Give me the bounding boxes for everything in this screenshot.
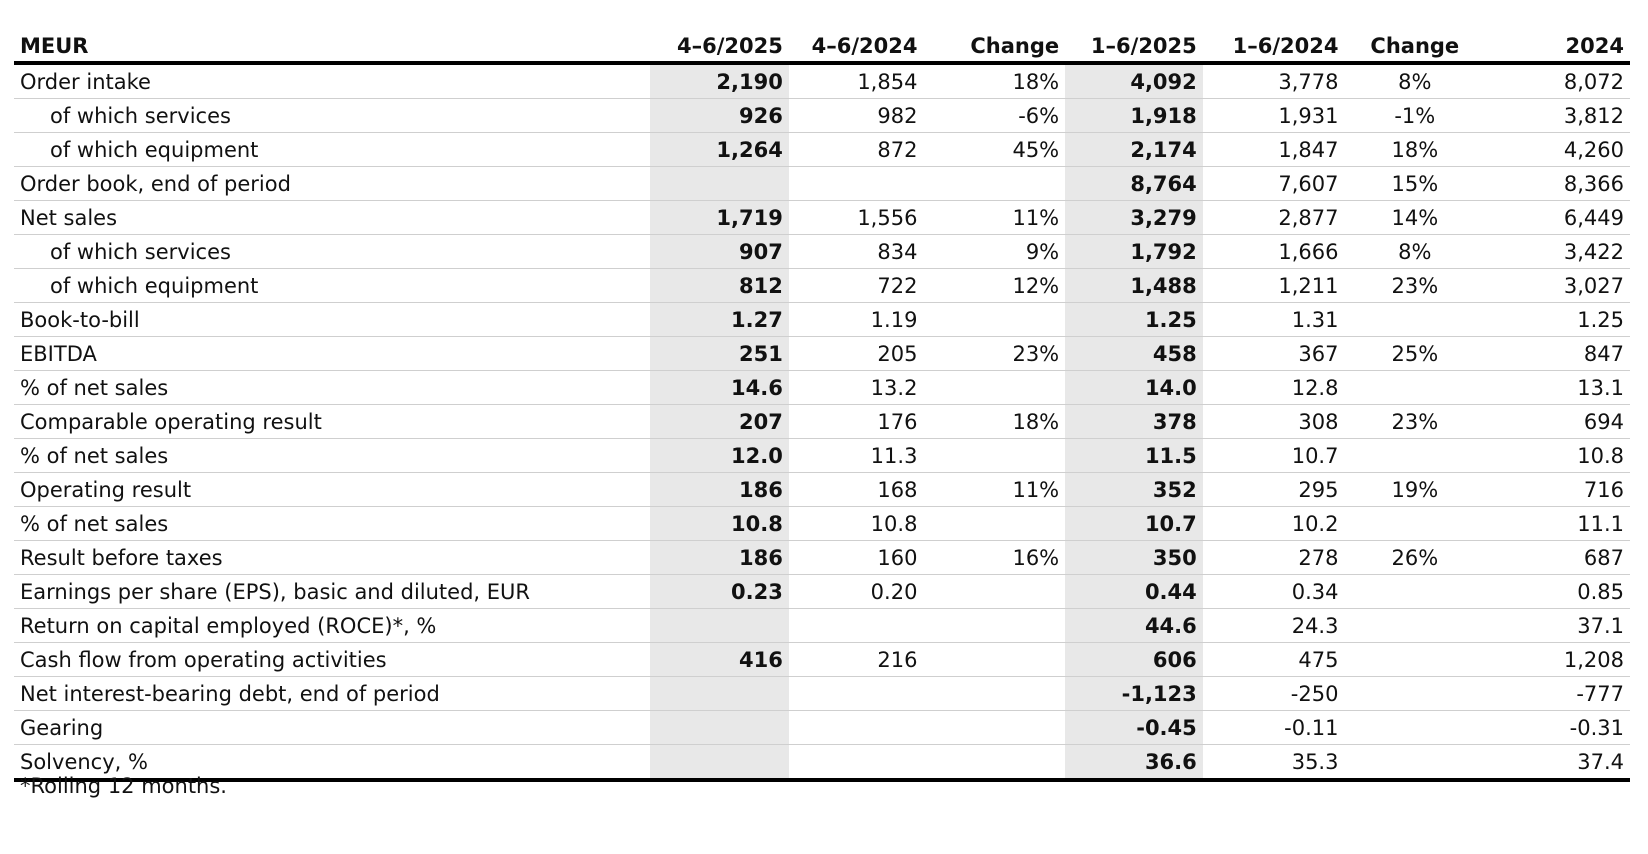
cell-label: Gearing xyxy=(14,711,650,745)
cell-h1-2024: 295 xyxy=(1203,473,1345,507)
cell-label: Order book, end of period xyxy=(14,167,650,201)
cell-q2-2025: 207 xyxy=(650,405,789,439)
cell-change-halfyear: 14% xyxy=(1344,201,1485,235)
header-change-quarter: Change xyxy=(923,26,1065,63)
cell-q2-2024: 10.8 xyxy=(789,507,924,541)
key-figures-table xyxy=(14,26,1630,782)
cell-q2-2024: 872 xyxy=(789,133,924,167)
cell-change-halfyear: 25% xyxy=(1344,337,1485,371)
cell-change-halfyear xyxy=(1344,439,1485,473)
cell-h1-2024: 1,666 xyxy=(1203,235,1345,269)
cell-q2-2024 xyxy=(789,745,924,781)
table-row xyxy=(14,507,1630,541)
cell-h1-2025: -0.45 xyxy=(1065,711,1203,745)
cell-label: Net interest-bearing debt, end of period xyxy=(14,677,650,711)
cell-change-quarter xyxy=(923,303,1065,337)
cell-full-2024: 8,072 xyxy=(1485,63,1630,99)
cell-h1-2025: 14.0 xyxy=(1065,371,1203,405)
cell-q2-2025 xyxy=(650,711,789,745)
cell-q2-2025: 12.0 xyxy=(650,439,789,473)
cell-h1-2025: -1,123 xyxy=(1065,677,1203,711)
table-row xyxy=(14,235,1630,269)
cell-change-quarter xyxy=(923,371,1065,405)
cell-q2-2025: 251 xyxy=(650,337,789,371)
cell-full-2024: -777 xyxy=(1485,677,1630,711)
cell-q2-2025: 416 xyxy=(650,643,789,677)
cell-change-quarter: -6% xyxy=(923,99,1065,133)
cell-q2-2024: 982 xyxy=(789,99,924,133)
cell-h1-2025: 44.6 xyxy=(1065,609,1203,643)
cell-change-halfyear: 8% xyxy=(1344,63,1485,99)
cell-change-quarter: 16% xyxy=(923,541,1065,575)
cell-h1-2024: -250 xyxy=(1203,677,1345,711)
header-change-halfyear: Change xyxy=(1344,26,1485,63)
cell-label: of which services xyxy=(14,99,650,133)
cell-change-halfyear xyxy=(1344,643,1485,677)
cell-h1-2025: 1,488 xyxy=(1065,269,1203,303)
cell-change-quarter xyxy=(923,711,1065,745)
cell-full-2024: 0.85 xyxy=(1485,575,1630,609)
cell-full-2024: 1,208 xyxy=(1485,643,1630,677)
cell-change-quarter xyxy=(923,507,1065,541)
cell-q2-2024: 13.2 xyxy=(789,371,924,405)
cell-q2-2025 xyxy=(650,745,789,781)
cell-label: Return on capital employed (ROCE)*, % xyxy=(14,609,650,643)
table-row xyxy=(14,405,1630,439)
cell-change-halfyear xyxy=(1344,371,1485,405)
cell-h1-2024: 1.31 xyxy=(1203,303,1345,337)
cell-q2-2025: 1,264 xyxy=(650,133,789,167)
cell-h1-2025: 8,764 xyxy=(1065,167,1203,201)
cell-h1-2025: 36.6 xyxy=(1065,745,1203,781)
cell-h1-2025: 352 xyxy=(1065,473,1203,507)
cell-h1-2024: 35.3 xyxy=(1203,745,1345,781)
cell-h1-2024: 1,931 xyxy=(1203,99,1345,133)
cell-change-halfyear xyxy=(1344,303,1485,337)
cell-full-2024: 694 xyxy=(1485,405,1630,439)
cell-change-quarter: 18% xyxy=(923,63,1065,99)
cell-q2-2024 xyxy=(789,609,924,643)
cell-h1-2025: 11.5 xyxy=(1065,439,1203,473)
cell-h1-2025: 458 xyxy=(1065,337,1203,371)
table-header xyxy=(14,26,1630,63)
cell-change-quarter xyxy=(923,677,1065,711)
cell-q2-2024 xyxy=(789,677,924,711)
cell-q2-2024: 11.3 xyxy=(789,439,924,473)
footnote: *Rolling 12 months. xyxy=(20,774,227,798)
cell-h1-2025: 606 xyxy=(1065,643,1203,677)
cell-h1-2024: 308 xyxy=(1203,405,1345,439)
cell-change-quarter: 18% xyxy=(923,405,1065,439)
cell-h1-2025: 10.7 xyxy=(1065,507,1203,541)
table-row xyxy=(14,201,1630,235)
cell-h1-2025: 2,174 xyxy=(1065,133,1203,167)
cell-change-halfyear xyxy=(1344,677,1485,711)
cell-change-halfyear: 18% xyxy=(1344,133,1485,167)
cell-label: Cash flow from operating activities xyxy=(14,643,650,677)
table-body xyxy=(14,63,1630,780)
table-row xyxy=(14,337,1630,371)
table-row xyxy=(14,473,1630,507)
cell-change-halfyear: 23% xyxy=(1344,269,1485,303)
cell-change-halfyear xyxy=(1344,609,1485,643)
cell-q2-2024: 176 xyxy=(789,405,924,439)
cell-q2-2024 xyxy=(789,711,924,745)
cell-change-quarter: 23% xyxy=(923,337,1065,371)
cell-label: Operating result xyxy=(14,473,650,507)
cell-q2-2025: 926 xyxy=(650,99,789,133)
cell-change-quarter xyxy=(923,643,1065,677)
cell-change-halfyear: 19% xyxy=(1344,473,1485,507)
cell-change-halfyear xyxy=(1344,745,1485,781)
cell-h1-2024: 3,778 xyxy=(1203,63,1345,99)
cell-change-halfyear: 8% xyxy=(1344,235,1485,269)
cell-q2-2025: 2,190 xyxy=(650,63,789,99)
cell-label: % of net sales xyxy=(14,439,650,473)
cell-h1-2025: 1,918 xyxy=(1065,99,1203,133)
cell-q2-2024: 1.19 xyxy=(789,303,924,337)
cell-full-2024: 1.25 xyxy=(1485,303,1630,337)
cell-change-halfyear: 23% xyxy=(1344,405,1485,439)
cell-label: EBITDA xyxy=(14,337,650,371)
cell-full-2024: 4,260 xyxy=(1485,133,1630,167)
cell-change-quarter xyxy=(923,609,1065,643)
cell-change-quarter xyxy=(923,439,1065,473)
cell-q2-2024: 834 xyxy=(789,235,924,269)
cell-q2-2024: 216 xyxy=(789,643,924,677)
key-figures-table-container xyxy=(14,26,1630,782)
table-row xyxy=(14,269,1630,303)
cell-q2-2025: 1.27 xyxy=(650,303,789,337)
cell-h1-2025: 3,279 xyxy=(1065,201,1203,235)
cell-label: % of net sales xyxy=(14,507,650,541)
header-h1-2024: 1–6/2024 xyxy=(1203,26,1345,63)
cell-full-2024: 11.1 xyxy=(1485,507,1630,541)
cell-h1-2025: 0.44 xyxy=(1065,575,1203,609)
cell-q2-2025: 907 xyxy=(650,235,789,269)
cell-full-2024: -0.31 xyxy=(1485,711,1630,745)
table-row xyxy=(14,133,1630,167)
cell-q2-2025: 186 xyxy=(650,473,789,507)
table-row xyxy=(14,541,1630,575)
header-q2-2025: 4–6/2025 xyxy=(650,26,789,63)
cell-full-2024: 37.4 xyxy=(1485,745,1630,781)
table-row xyxy=(14,745,1630,781)
cell-label: Book-to-bill xyxy=(14,303,650,337)
cell-h1-2024: 1,847 xyxy=(1203,133,1345,167)
cell-label: % of net sales xyxy=(14,371,650,405)
cell-change-halfyear: 26% xyxy=(1344,541,1485,575)
cell-full-2024: 8,366 xyxy=(1485,167,1630,201)
header-q2-2024: 4–6/2024 xyxy=(789,26,924,63)
table-row xyxy=(14,643,1630,677)
cell-change-halfyear: -1% xyxy=(1344,99,1485,133)
cell-q2-2024: 722 xyxy=(789,269,924,303)
cell-full-2024: 6,449 xyxy=(1485,201,1630,235)
cell-label: Result before taxes xyxy=(14,541,650,575)
table-row xyxy=(14,63,1630,99)
cell-label: Net sales xyxy=(14,201,650,235)
table-row xyxy=(14,303,1630,337)
cell-h1-2025: 378 xyxy=(1065,405,1203,439)
cell-full-2024: 687 xyxy=(1485,541,1630,575)
cell-full-2024: 3,027 xyxy=(1485,269,1630,303)
cell-full-2024: 37.1 xyxy=(1485,609,1630,643)
table-row xyxy=(14,609,1630,643)
cell-change-halfyear: 15% xyxy=(1344,167,1485,201)
cell-change-halfyear xyxy=(1344,575,1485,609)
cell-q2-2024: 1,556 xyxy=(789,201,924,235)
cell-q2-2025 xyxy=(650,167,789,201)
cell-label: of which services xyxy=(14,235,650,269)
cell-label: Order intake xyxy=(14,63,650,99)
cell-q2-2024: 1,854 xyxy=(789,63,924,99)
cell-h1-2024: 7,607 xyxy=(1203,167,1345,201)
cell-change-quarter: 11% xyxy=(923,201,1065,235)
cell-h1-2024: 278 xyxy=(1203,541,1345,575)
cell-h1-2024: 10.2 xyxy=(1203,507,1345,541)
cell-q2-2024 xyxy=(789,167,924,201)
cell-h1-2025: 1.25 xyxy=(1065,303,1203,337)
cell-h1-2024: -0.11 xyxy=(1203,711,1345,745)
cell-q2-2025: 1,719 xyxy=(650,201,789,235)
cell-h1-2025: 350 xyxy=(1065,541,1203,575)
cell-change-halfyear xyxy=(1344,711,1485,745)
cell-full-2024: 3,422 xyxy=(1485,235,1630,269)
header-meur: MEUR xyxy=(14,26,650,63)
cell-label: of which equipment xyxy=(14,133,650,167)
header-2024: 2024 xyxy=(1485,26,1630,63)
cell-label: Solvency, % xyxy=(14,745,650,781)
table-row xyxy=(14,99,1630,133)
cell-q2-2025: 186 xyxy=(650,541,789,575)
cell-q2-2025: 812 xyxy=(650,269,789,303)
cell-change-quarter xyxy=(923,745,1065,781)
cell-q2-2024: 0.20 xyxy=(789,575,924,609)
cell-label: of which equipment xyxy=(14,269,650,303)
cell-q2-2024: 168 xyxy=(789,473,924,507)
table-row xyxy=(14,371,1630,405)
table-row xyxy=(14,167,1630,201)
cell-q2-2024: 205 xyxy=(789,337,924,371)
cell-h1-2024: 0.34 xyxy=(1203,575,1345,609)
cell-h1-2024: 12.8 xyxy=(1203,371,1345,405)
cell-change-quarter xyxy=(923,575,1065,609)
cell-change-quarter: 9% xyxy=(923,235,1065,269)
cell-h1-2024: 2,877 xyxy=(1203,201,1345,235)
cell-h1-2024: 24.3 xyxy=(1203,609,1345,643)
cell-full-2024: 716 xyxy=(1485,473,1630,507)
cell-full-2024: 3,812 xyxy=(1485,99,1630,133)
cell-full-2024: 847 xyxy=(1485,337,1630,371)
cell-full-2024: 13.1 xyxy=(1485,371,1630,405)
cell-h1-2025: 4,092 xyxy=(1065,63,1203,99)
cell-change-quarter xyxy=(923,167,1065,201)
cell-q2-2024: 160 xyxy=(789,541,924,575)
table-row xyxy=(14,711,1630,745)
cell-h1-2024: 475 xyxy=(1203,643,1345,677)
cell-label: Earnings per share (EPS), basic and diluted, EUR xyxy=(14,575,650,609)
cell-label: Comparable operating result xyxy=(14,405,650,439)
header-row xyxy=(14,26,1630,63)
cell-h1-2024: 1,211 xyxy=(1203,269,1345,303)
header-h1-2025: 1–6/2025 xyxy=(1065,26,1203,63)
cell-h1-2024: 10.7 xyxy=(1203,439,1345,473)
cell-q2-2025: 10.8 xyxy=(650,507,789,541)
cell-h1-2024: 367 xyxy=(1203,337,1345,371)
cell-change-quarter: 11% xyxy=(923,473,1065,507)
cell-q2-2025 xyxy=(650,609,789,643)
cell-change-halfyear xyxy=(1344,507,1485,541)
cell-change-quarter: 12% xyxy=(923,269,1065,303)
cell-full-2024: 10.8 xyxy=(1485,439,1630,473)
cell-change-quarter: 45% xyxy=(923,133,1065,167)
table-row xyxy=(14,677,1630,711)
cell-h1-2025: 1,792 xyxy=(1065,235,1203,269)
table-row xyxy=(14,575,1630,609)
cell-q2-2025: 14.6 xyxy=(650,371,789,405)
cell-q2-2025 xyxy=(650,677,789,711)
table-row xyxy=(14,439,1630,473)
cell-q2-2025: 0.23 xyxy=(650,575,789,609)
